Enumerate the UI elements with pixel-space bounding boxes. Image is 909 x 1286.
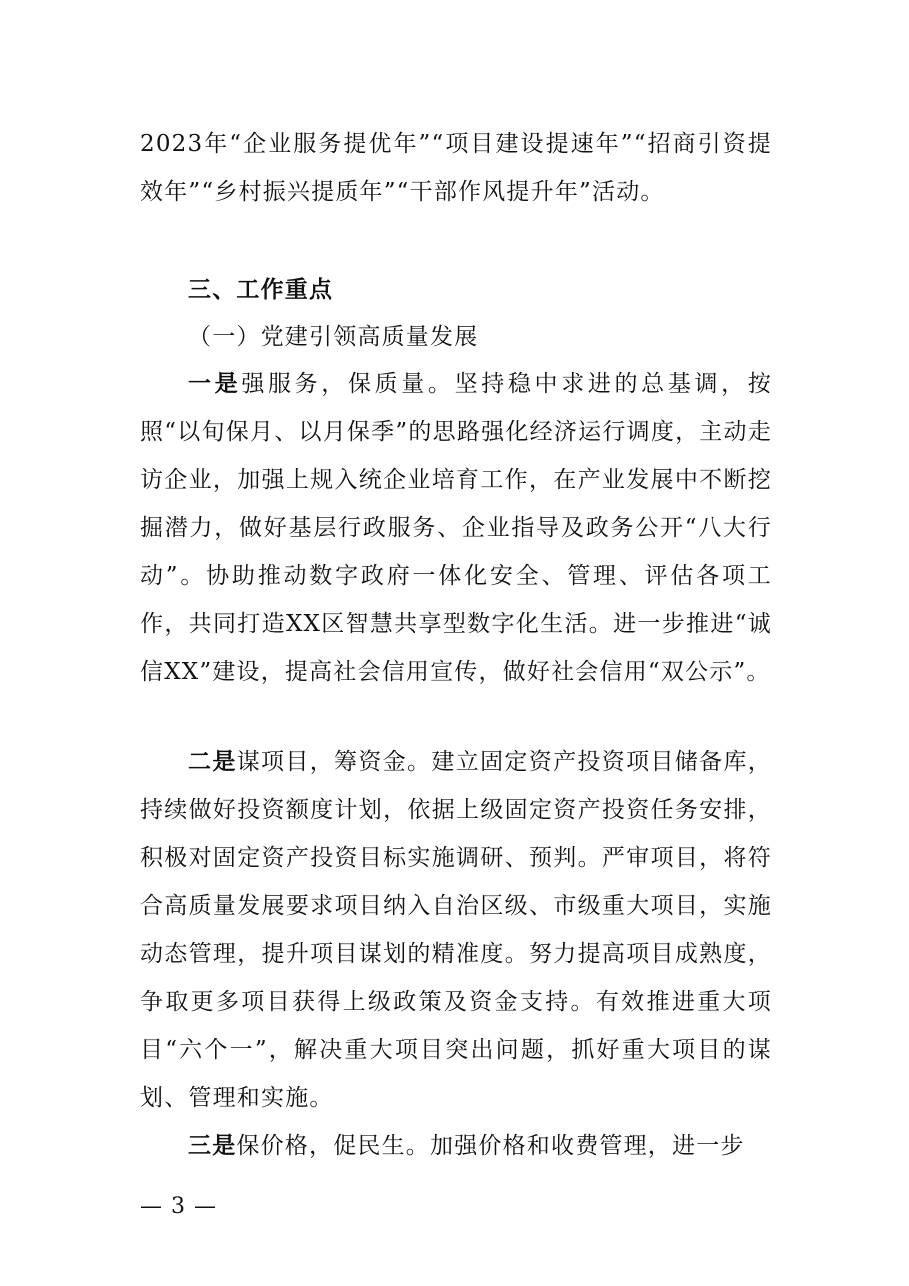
intro-paragraph: 2023年“企业服务提优年”“项目建设提速年”“招商引资提效年”“乡村振兴提质年”“干部作风提升年”活动。 bbox=[140, 131, 772, 205]
subsection-heading: （一）党建引领高质量发展 bbox=[188, 324, 479, 350]
body-paragraph-1 bbox=[140, 360, 772, 696]
paragraph-lead: 一是 bbox=[188, 371, 242, 397]
body-paragraph-2 bbox=[140, 738, 772, 1122]
paragraph-text: 强服务，保质量。坚持稳中求进的总基调，按照“以旬保月、以月保季”的思路强化经济运行调度，主动走访企业，加强上规入统企业培育工作，在产业发展中不断挖掘潜力，做好基层行政服务、企业指导及政务公开“八大行动”。协助推动数字政府一体化安全、管理、评估各项工作，共同打造XX区智慧共享型数字化生活。进一步推进“诚信XX”建设，提高社会信用宣传，做好社会信用“双公示”。 bbox=[140, 371, 773, 685]
paragraph-lead: 三是 bbox=[188, 1133, 237, 1159]
paragraph-lead: 二是 bbox=[188, 749, 237, 775]
paragraph-text: 谋项目，筹资金。建立固定资产投资项目储备库，持续做好投资额度计划，依据上级固定资产投资任务安排，积极对固定资产投资目标实施调研、预判。严审项目，将符合高质量发展要求项目纳入自治区级、市级重大项目，实施动态管理，提升项目谋划的精准度。努力提高项目成熟度，争取更多项目获得上级政策及资金支持。有效推进重大项目“六个一”，解决重大项目突出问题，抓好重大项目的谋划、管理和实施。 bbox=[140, 749, 772, 1111]
body-paragraph-3 bbox=[140, 1122, 772, 1170]
paragraph-text: 保价格，促民生。加强价格和收费管理，进一步 bbox=[236, 1133, 745, 1159]
section-heading: 三、工作重点 bbox=[188, 277, 334, 303]
page-number: — 3 — bbox=[140, 1194, 217, 1219]
